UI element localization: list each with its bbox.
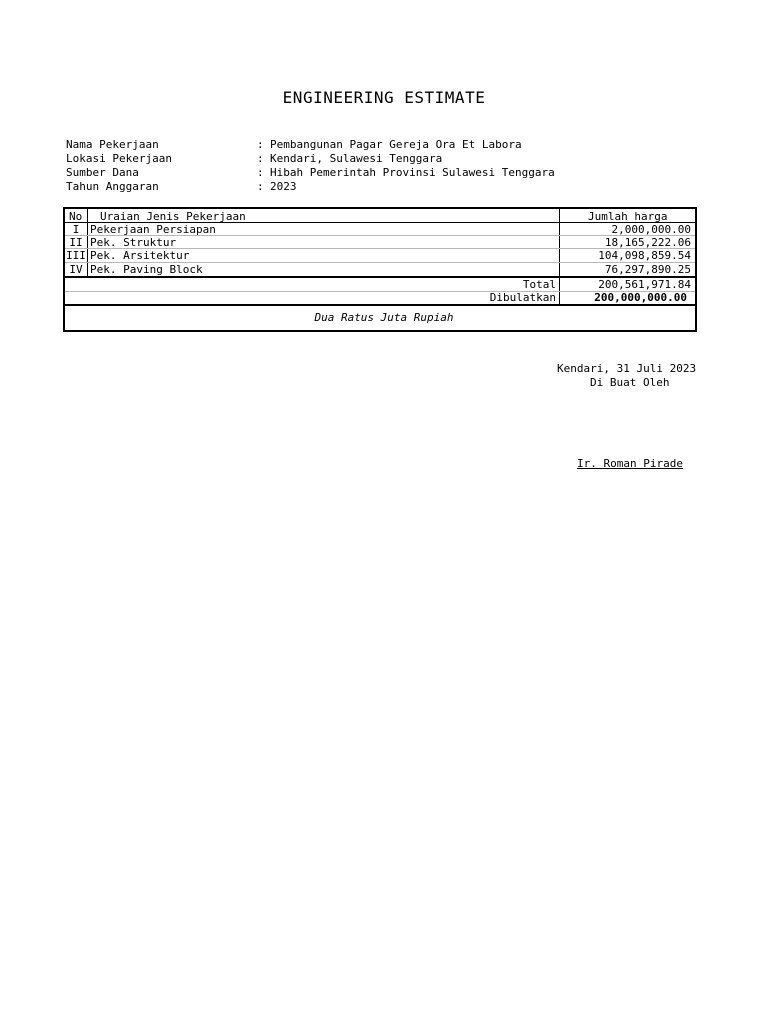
info-label: Tahun Anggaran bbox=[66, 180, 159, 193]
row-no: II bbox=[69, 236, 83, 249]
info-colon: : bbox=[257, 152, 264, 165]
info-label: Nama Pekerjaan bbox=[66, 138, 159, 151]
row-jumlah: 76,297,890.25 bbox=[604, 263, 691, 276]
info-row-tahun-anggaran bbox=[66, 180, 666, 194]
row-jumlah: 18,165,222.06 bbox=[604, 236, 691, 249]
signatory-name: Ir. Roman Pirade bbox=[577, 457, 683, 470]
row-uraian: Pek. Struktur bbox=[90, 236, 177, 249]
row-uraian: Pek. Arsitektur bbox=[90, 249, 190, 262]
row-uraian: Pekerjaan Persiapan bbox=[90, 223, 216, 236]
total-value: 200,561,971.84 bbox=[598, 278, 691, 291]
info-value: 2023 bbox=[270, 180, 297, 193]
row-jumlah: 104,098,859.54 bbox=[598, 249, 691, 262]
info-label: Sumber Dana bbox=[66, 166, 139, 179]
total-label: Total bbox=[522, 278, 556, 291]
info-colon: : bbox=[257, 138, 264, 151]
header-jumlah: Jumlah harga bbox=[588, 210, 668, 223]
info-value: Pembangunan Pagar Gereja Ora Et Labora bbox=[270, 138, 522, 151]
column-divider bbox=[87, 209, 88, 278]
info-label: Lokasi Pekerjaan bbox=[66, 152, 172, 165]
amount-in-words: Dua Ratus Juta Rupiah bbox=[314, 311, 454, 324]
info-colon: : bbox=[257, 180, 264, 193]
rounded-value: 200,000,000.00 bbox=[594, 291, 687, 304]
row-uraian: Pek. Paving Block bbox=[90, 263, 203, 276]
info-row-lokasi-pekerjaan bbox=[66, 152, 666, 166]
info-colon: : bbox=[257, 166, 264, 179]
signature-place-date: Kendari, 31 Juli 2023 bbox=[557, 362, 697, 375]
info-value: Hibah Pemerintah Provinsi Sulawesi Tenggara bbox=[270, 166, 555, 179]
project-info bbox=[66, 138, 666, 194]
info-row-nama-pekerjaan bbox=[66, 138, 666, 152]
rounded-label: Dibulatkan bbox=[489, 291, 556, 304]
document-title: ENGINEERING ESTIMATE bbox=[282, 88, 486, 107]
words-divider bbox=[65, 304, 695, 306]
info-row-sumber-dana bbox=[66, 166, 666, 180]
row-no: IV bbox=[69, 263, 83, 276]
header-no: No bbox=[69, 210, 83, 223]
row-no: III bbox=[66, 249, 86, 262]
row-jumlah: 2,000,000.00 bbox=[611, 223, 691, 236]
signature-made-by: Di Buat Oleh bbox=[590, 376, 670, 389]
info-value: Kendari, Sulawesi Tenggara bbox=[270, 152, 443, 165]
header-uraian: Uraian Jenis Pekerjaan bbox=[100, 210, 246, 223]
row-no: I bbox=[72, 223, 80, 236]
